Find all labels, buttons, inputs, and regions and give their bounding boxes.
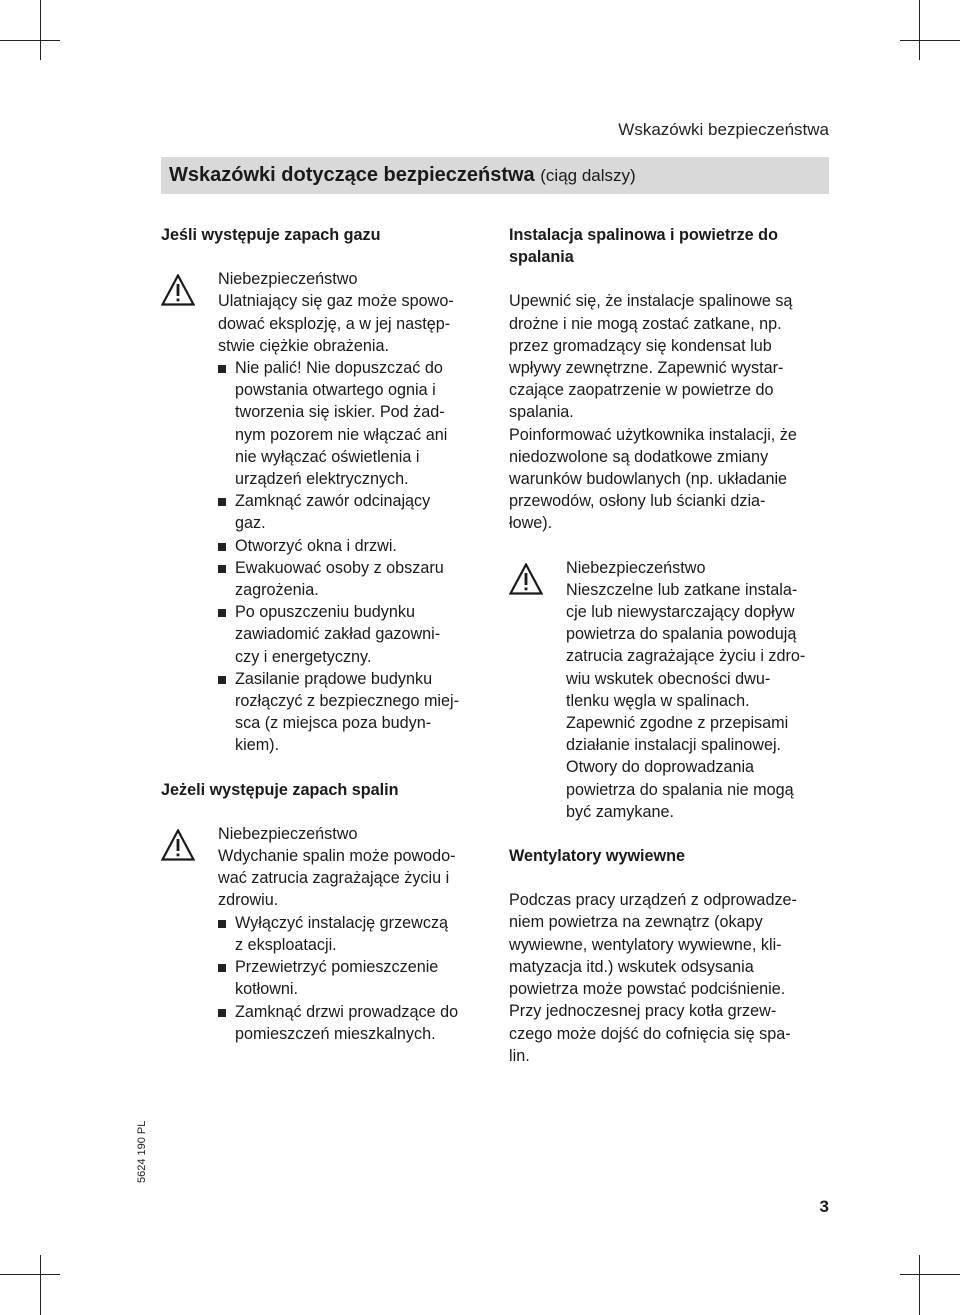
flue-bullet-item	[218, 912, 481, 956]
bullet-line: kotłowni.	[235, 980, 298, 999]
bullet-line: Otworzyć okna i drzwi.	[235, 536, 397, 555]
flue-warning	[161, 823, 481, 1045]
bullet-line: czy i energetyczny.	[235, 647, 372, 666]
text-line: Podczas pracy urządzeń z odprowadze-	[509, 891, 797, 910]
right-warning-title: Niebezpieczeństwo	[566, 558, 706, 577]
flue-warning-line: wać zatrucia zagrażające życiu i	[218, 869, 450, 888]
flue-install-text	[509, 290, 839, 534]
warning-line: działanie instalacji spalinowej.	[566, 736, 782, 755]
text-line: niedozwolone są dodatkowe zmiany	[509, 447, 769, 466]
left-column	[161, 224, 481, 1045]
warning-line: Zapewnić zgodne z przepisami	[566, 714, 789, 733]
page-title	[169, 164, 636, 187]
bullet-line: sca (z miejsca poza budyn-	[235, 714, 432, 733]
right-warning	[509, 557, 839, 823]
bullet-line: Zamknąć drzwi prowadzące do	[235, 1002, 459, 1021]
text-line: drożne i nie mogą zostać zatkane, np.	[509, 314, 782, 333]
bullet-line: z eksploatacji.	[235, 935, 337, 954]
fans-text	[509, 889, 839, 1067]
text-line: czające zaopatrzenie w powietrze do	[509, 381, 774, 400]
text-line: wywiewne, wentylatory wywiewne, kli-	[509, 935, 782, 954]
document-code: 5624 190 PL	[136, 1120, 148, 1183]
warning-line: wiu wskutek obecności dwu-	[566, 669, 771, 688]
warning-line: zatrucia zagrażające życiu i zdro-	[566, 647, 806, 666]
text-line: wpływy zewnętrzne. Zapewnić wystar-	[509, 359, 784, 378]
gas-bullet-item	[218, 357, 481, 490]
page-title-main: Wskazówki dotyczące bezpieczeństwa	[169, 164, 535, 186]
bullet-line: nym pozorem nie włączać ani	[235, 425, 448, 444]
bullet-line: Wyłączyć instalację grzewczą	[235, 913, 449, 932]
gas-bullet-item	[218, 557, 481, 601]
gas-warning-line: Ulatniający się gaz może spowo-	[218, 292, 454, 311]
bullet-line: urządzeń elektrycznych.	[235, 470, 409, 489]
fans-heading: Wentylatory wywiewne	[509, 847, 686, 866]
warning-triangle-icon	[161, 829, 195, 861]
gas-bullet-item	[218, 668, 481, 757]
flue-warning-title: Niebezpieczeństwo	[218, 824, 358, 843]
gas-bullet-item	[218, 490, 481, 534]
text-line: przez gromadzący się kondensat lub	[509, 336, 772, 355]
flue-bullet-item	[218, 956, 481, 1000]
warning-line: cje lub niewystarczający dopływ	[566, 603, 795, 622]
bullet-line: Przewietrzyć pomieszczenie	[235, 958, 439, 977]
text-line: spalania.	[509, 403, 574, 422]
bullet-line: Nie palić! Nie dopuszczać do	[235, 359, 443, 378]
bullet-line: pomieszczeń mieszkalnych.	[235, 1024, 436, 1043]
bullet-line: zawiadomić zakład gazowni-	[235, 625, 441, 644]
text-line: matyzacja itd.) wskutek odsysania	[509, 957, 754, 976]
gas-warning-line: stwie ciężkie obrażenia.	[218, 336, 389, 355]
flue-bullet-item	[218, 1001, 481, 1045]
bullet-line: Zamknąć zawór odcinający	[235, 492, 431, 511]
gas-warning-title: Niebezpieczeństwo	[218, 270, 358, 289]
gas-heading: Jeśli występuje zapach gazu	[161, 226, 381, 244]
text-line: niem powietrza na zewnątrz (okapy	[509, 913, 763, 932]
flue-heading: Jeżeli występuje zapach spalin	[161, 780, 399, 799]
page-title-suffix: (ciąg dalszy)	[540, 166, 636, 185]
bullet-line: Ewakuować osoby z obszaru	[235, 558, 444, 577]
text-line: łowe).	[509, 514, 553, 533]
warning-line: powietrza do spalania nie mogą	[566, 780, 794, 799]
flue-warning-line: zdrowiu.	[218, 891, 279, 910]
bullet-line: tworzenia się iskier. Pod żad-	[235, 403, 445, 422]
text-line: lin.	[509, 1046, 530, 1065]
text-line: powietrza może powstać podciśnienie.	[509, 980, 786, 999]
text-line: Poinformować użytkownika instalacji, że	[509, 425, 797, 444]
section-label: Wskazówki bezpieczeństwa	[618, 120, 829, 139]
warning-line: być zamykane.	[566, 802, 674, 821]
gas-warning	[161, 268, 481, 756]
warning-triangle-icon	[509, 563, 543, 595]
gas-bullet-item	[218, 601, 481, 668]
crop-mark	[40, 1255, 41, 1315]
bullet-line: Zasilanie prądowe budynku	[235, 669, 433, 688]
flue-install-heading: Instalacja spalinowa i powietrze do	[509, 226, 778, 244]
text-line: warunków budowlanych (np. układanie	[509, 470, 788, 489]
flue-warning-line: Wdychanie spalin może powodo-	[218, 847, 456, 866]
text-line: Upewnić się, że instalacje spalinowe są	[509, 292, 793, 311]
crop-mark	[919, 1255, 920, 1315]
text-line: czego może dojść do cofnięcia się spa-	[509, 1024, 791, 1043]
crop-mark	[919, 0, 920, 60]
bullet-line: kiem).	[235, 736, 280, 755]
bullet-line: nie wyłączać oświetlenia i	[235, 447, 420, 466]
gas-bullet-item	[218, 535, 481, 557]
warning-line: Nieszczelne lub zatkane instala-	[566, 580, 798, 599]
warning-line: Otwory do doprowadzania	[566, 758, 755, 777]
text-line: przewodów, osłony lub ścianki dzia-	[509, 492, 766, 511]
crop-mark	[40, 0, 41, 60]
warning-triangle-icon	[161, 274, 195, 306]
bullet-line: rozłączyć z bezpiecznego miej-	[235, 692, 460, 711]
right-column	[509, 224, 839, 1067]
flue-install-heading: spalania	[509, 248, 574, 267]
gas-warning-line: dować eksplozję, a w jej następ-	[218, 314, 451, 333]
text-line: Przy jednoczesnej pracy kotła grzew-	[509, 1002, 777, 1021]
bullet-line: Po opuszczeniu budynku	[235, 603, 415, 622]
warning-line: powietrza do spalania powodują	[566, 625, 797, 644]
crop-mark	[0, 40, 60, 41]
crop-mark	[0, 1274, 60, 1275]
page-number: 3	[819, 1197, 829, 1216]
bullet-line: zagrożenia.	[235, 581, 319, 600]
crop-mark	[900, 1274, 960, 1275]
title-band	[161, 157, 829, 194]
bullet-line: powstania otwartego ognia i	[235, 381, 436, 400]
crop-mark	[900, 40, 960, 41]
bullet-line: gaz.	[235, 514, 266, 533]
warning-line: tlenku węgla w spalinach.	[566, 691, 750, 710]
